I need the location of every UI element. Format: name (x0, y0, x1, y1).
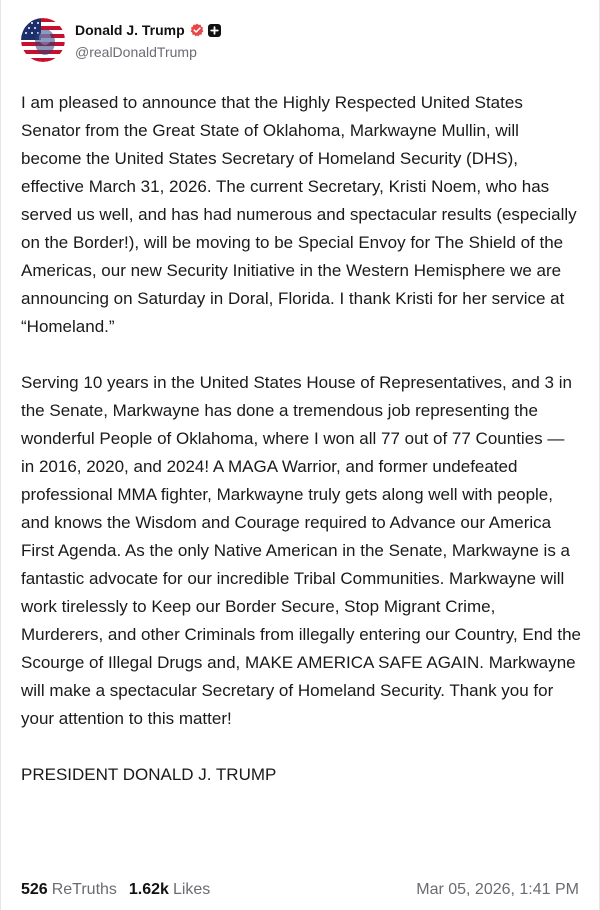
retruths-label: ReTruths (51, 881, 117, 898)
post-paragraph: Serving 10 years in the United States House of Representatives, and 3 in the Senate, Markwayne has done a tremendous job representing the wonderful People of Oklahoma, where I won all 77 out of 77 Counties — in 2016, 2020, and 2024! A MAGA Warrior, and former undefeated professional MMA fighter, Markwayne truly gets along well with people, and knows the Wisdom and Courage required to Advance our America First Agenda. As the only Native American in the Senate, Markwayne is a fantastic advocate for our incredible Tribal Communities. Markwayne will work tirelessly to Keep our Border Secure, Stop Migrant Crime, Murderers, and other Criminals from illegally entering our Country, End the Scourge of Illegal Drugs and, MAKE AMERICA SAFE AGAIN. Markwayne will make a spectacular Secretary of Homeland Security. Thank you for your attention to this matter! (21, 373, 586, 728)
author-display-name[interactable]: Donald J. Trump (75, 22, 185, 38)
verified-badge-icon (190, 23, 204, 37)
post-paragraph: I am pleased to announce that the Highly Respected United States Senator from the Great State of Oklahoma, Markwayne Mullin, will become the United States Secretary of Homeland Security (DHS), effective March 31, 2026. The current Secretary, Kristi Noem, who has served us well, and has had numerous and spectacular results (especially on the Border!), will be moving to be Special Envoy for The Shield of the Americas, our new Security Initiative in the Western Hemisphere we are announcing on Saturday in Doral, Florida. I thank Kristi for her service at “Homeland.” (21, 93, 582, 336)
retruths-stat[interactable] (21, 881, 117, 899)
retruths-count: 526 (21, 881, 48, 898)
author-handle[interactable]: @realDonaldTrump (75, 44, 197, 60)
author-names (75, 20, 221, 60)
post-header (21, 18, 221, 62)
likes-label: Likes (172, 881, 211, 898)
likes-count: 1.62k (128, 881, 169, 898)
plus-badge-icon (208, 24, 221, 37)
post-signoff: PRESIDENT DONALD J. TRUMP (21, 765, 277, 784)
post-body (21, 89, 586, 789)
avatar-flag-portrait-icon (21, 18, 65, 62)
likes-stat[interactable] (129, 881, 210, 899)
name-row (75, 20, 221, 40)
post-timestamp[interactable]: Mar 05, 2026, 1:41 PM (416, 881, 579, 898)
avatar[interactable] (21, 18, 65, 62)
post-footer (21, 881, 579, 899)
